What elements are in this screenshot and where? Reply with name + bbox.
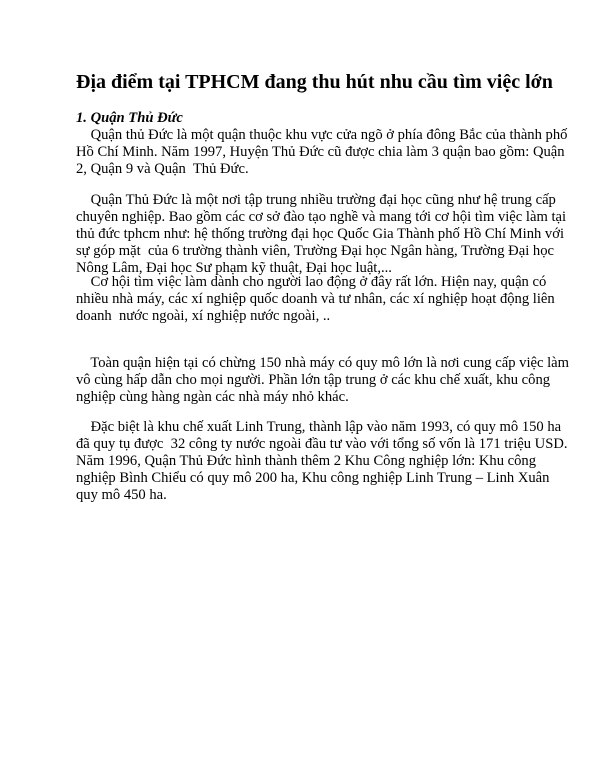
paragraph-line: đã quy tụ được 32 công ty nước ngoài đầu tư vào với tổng số vốn là 171 triệu USD. bbox=[76, 436, 568, 452]
paragraph-2 bbox=[76, 192, 567, 277]
paragraph-4 bbox=[76, 355, 569, 406]
paragraph-line: thủ đức tphcm như: hệ thống trường đại học Quốc Gia Thành phố Hồ Chí Minh với bbox=[76, 226, 564, 242]
section-heading: 1. Quận Thủ Đức bbox=[76, 110, 183, 126]
paragraph-line: vô cùng hấp dẫn cho mọi người. Phần lớn tập trung ở các khu chế xuất, khu công bbox=[76, 372, 551, 388]
paragraph-3 bbox=[76, 274, 555, 325]
paragraph-line: Quận thủ Đức là một quận thuộc khu vực cửa ngõ ở phía đông Bắc của thành phố bbox=[76, 127, 568, 143]
paragraph-line: sự góp mặt của 6 trường thành viên, Trường Đại học Ngân hàng, Trường Đại học bbox=[76, 243, 554, 259]
paragraph-line: Toàn quận hiện tại có chừng 150 nhà máy có quy mô lớn là nơi cung cấp việc làm bbox=[76, 355, 569, 371]
paragraph-line: Năm 1996, Quận Thủ Đức hình thành thêm 2 Khu Công nghiệp lớn: Khu công bbox=[76, 453, 537, 469]
paragraph-line: doanh nước ngoài, xí nghiệp nước ngoài, .. bbox=[76, 308, 331, 324]
paragraph-line: quy mô 450 ha. bbox=[76, 487, 167, 503]
paragraph-line: Hồ Chí Minh. Năm 1997, Huyện Thủ Đức cũ được chia làm 3 quận bao gồm: Quận bbox=[76, 144, 565, 160]
paragraph-line: nghiệp Bình Chiểu có quy mô 200 ha, Khu công nghiệp Linh Trung – Linh Xuân bbox=[76, 470, 550, 486]
paragraph-5 bbox=[76, 419, 568, 504]
paragraph-line: Quận Thủ Đức là một nơi tập trung nhiều trường đại học cũng như hệ trung cấp bbox=[76, 192, 556, 208]
paragraph-line: nghiệp cùng hàng ngàn các nhà máy nhỏ khác. bbox=[76, 389, 349, 405]
document-title: Địa điểm tại TPHCM đang thu hút nhu cầu tìm việc lớn bbox=[76, 71, 553, 93]
paragraph-line: 2, Quận 9 và Quận Thủ Đức. bbox=[76, 161, 249, 177]
paragraph-line: Đặc biệt là khu chế xuất Linh Trung, thành lập vào năm 1993, có quy mô 150 ha bbox=[76, 419, 562, 435]
paragraph-line: Cơ hội tìm việc làm dành cho người lao động ở đây rất lớn. Hiện nay, quận có bbox=[76, 274, 547, 290]
paragraph-1 bbox=[76, 127, 568, 178]
paragraph-line: chuyên nghiệp. Bao gồm các cơ sở đào tạo nghề và mang tới cơ hội tìm việc làm tại bbox=[76, 209, 567, 225]
paragraph-line: Nông Lâm, Đại học Sư phạm kỹ thuật, Đại học luật,... bbox=[76, 260, 392, 276]
paragraph-line: nhiều nhà máy, các xí nghiệp quốc doanh và tư nhân, các xí nghiệp hoạt động liên bbox=[76, 291, 555, 307]
